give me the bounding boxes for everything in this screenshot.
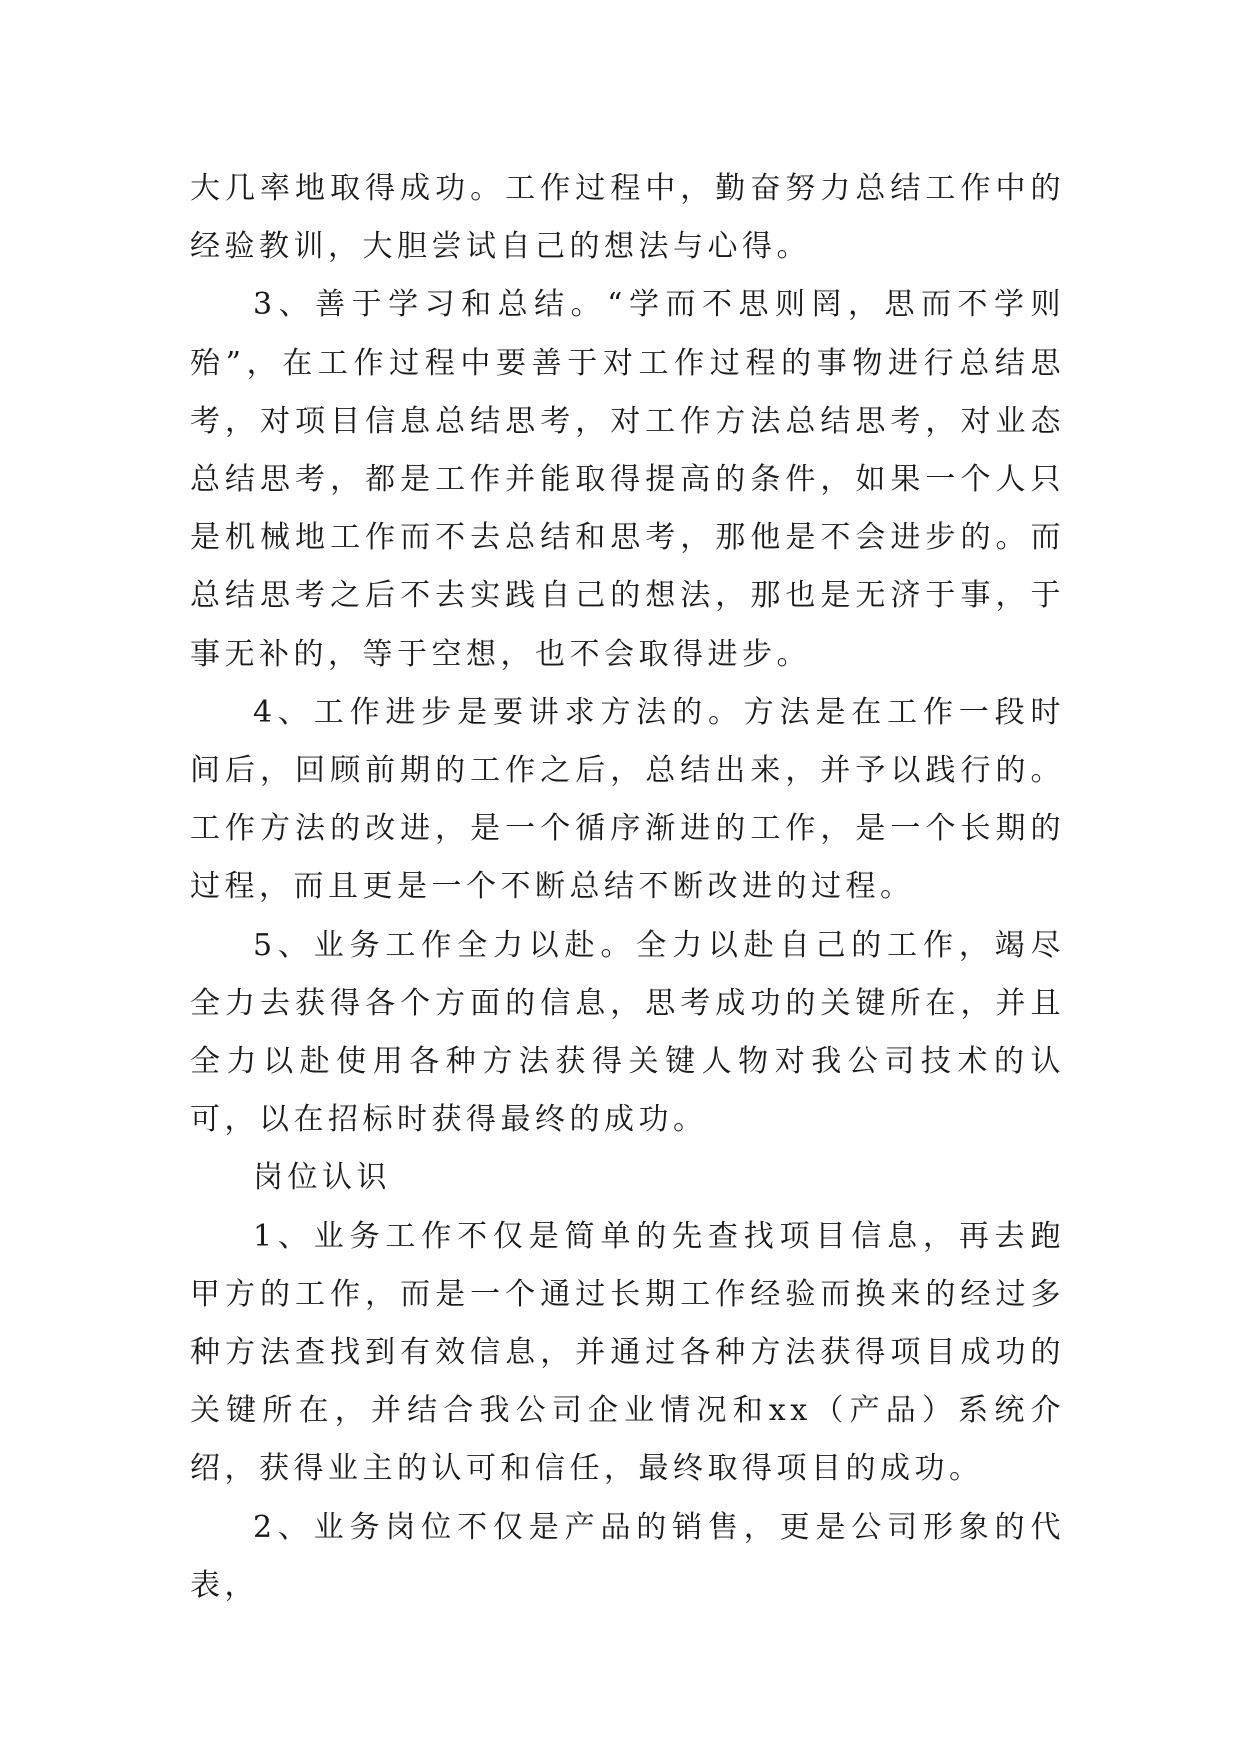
- paragraph-point-4: 4、工作进步是要讲求方法的。方法是在工作一段时间后，回顾前期的工作之后，总结出来，并予以践行的。工作方法的改进，是一个循序渐进的工作，是一个长期的过程，而且更是一个不断总结不断改进的过程。: [190, 694, 1065, 905]
- document-page: [190, 160, 1065, 1615]
- section-heading: 岗位认识: [253, 1160, 391, 1196]
- paragraph-role-2: 2、业务岗位不仅是产品的销售，更是公司形象的代表，: [190, 1509, 1065, 1603]
- paragraph-point-3: 3、善于学习和总结。“学而不思则罔，思而不学则殆”，在工作过程中要善于对工作过程的事物进行总结思考，对项目信息总结思考，对工作方法总结思考，对业态总结思考，都是工作并能取得提高的条件，如果一个人只是机械地工作而不去总结和思考，那他是不会进步的。而总结思考之后不去实践自己的想法，那也是无济于事，于事无补的，等于空想，也不会取得进步。: [190, 287, 1065, 672]
- paragraph-point-5: 5、业务工作全力以赴。全力以赴自己的工作，竭尽全力去获得各个方面的信息，思考成功的关键所在，并且全力以赴使用各种方法获得关键人物对我公司技术的认可，以在招标时获得最终的成功。: [190, 927, 1065, 1138]
- paragraph-continuation: 大几率地取得成功。工作过程中，勤奋努力总结工作中的经验教训，大胆尝试自己的想法与心得。: [190, 171, 1065, 265]
- paragraph-role-1: 1、业务工作不仅是简单的先查找项目信息，再去跑甲方的工作，而是一个通过长期工作经验而换来的经过多种方法查找到有效信息，并通过各种方法获得项目成功的关键所在，并结合我公司企业情况和xx（产品）系统介绍，获得业主的认可和信任，最终取得项目的成功。: [190, 1218, 1065, 1487]
